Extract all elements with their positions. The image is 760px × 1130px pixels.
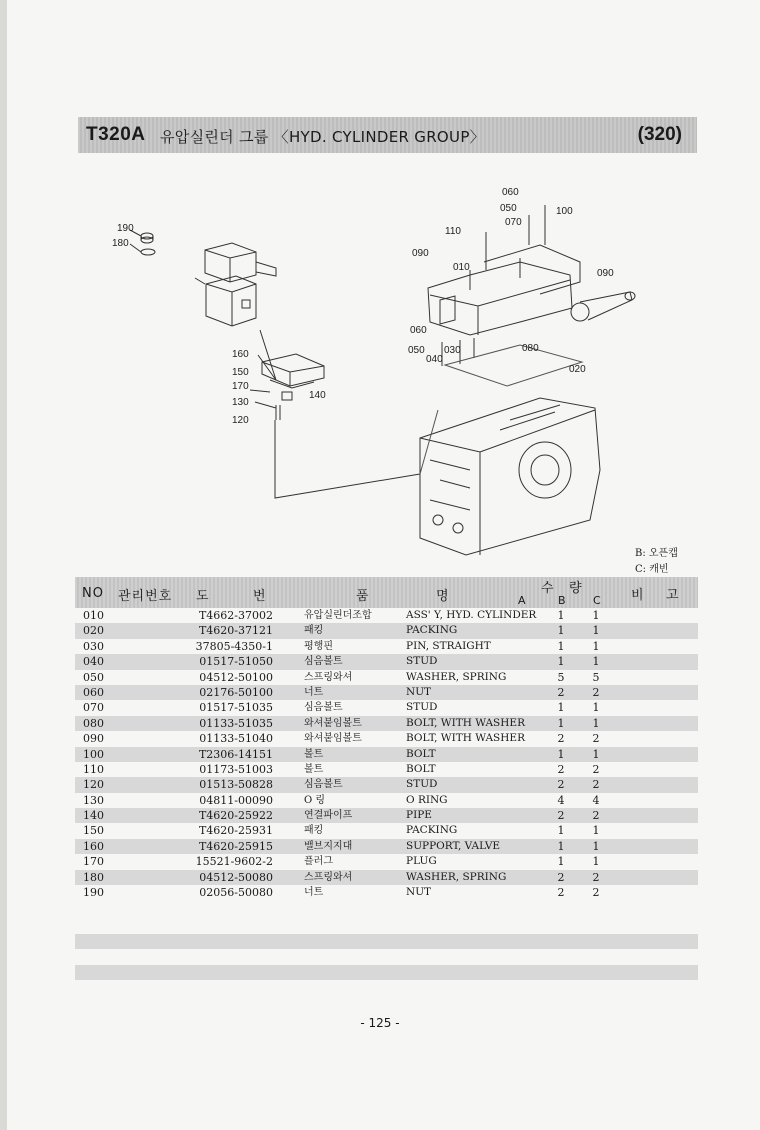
group-code: T320A: [86, 124, 146, 145]
callout-120: 120: [232, 415, 249, 426]
callout-070: 070: [505, 217, 522, 228]
table-row: 070 01517-51035 심음볼트 STUD 1 1: [83, 701, 600, 715]
transmission-case-part: [420, 398, 600, 555]
parts-table: [75, 608, 698, 900]
callout-050-top: 050: [500, 203, 517, 214]
table-row: 170 15521-9602-2 플러그 PLUG 1 1: [83, 855, 600, 869]
callout-040: 040: [426, 354, 443, 365]
callout-060-bottom: 060: [410, 325, 427, 336]
header-c: C: [593, 594, 601, 607]
table-row: 120 01513-50828 심음볼트 STUD 2 2: [75, 777, 698, 792]
group-title: 유압실린더 그룹 〈HYD. CYLINDER GROUP〉: [160, 128, 485, 146]
empty-row-band: [75, 934, 698, 949]
header-remark-2: 고: [666, 588, 680, 603]
header-no: NO: [82, 586, 104, 601]
callout-160: 160: [232, 349, 249, 360]
exploded-parts-diagram: [0, 0, 760, 560]
table-row: 030 37805-4350-1 평행핀 PIN, STRAIGHT 1 1: [83, 639, 600, 653]
callout-080: 080: [522, 343, 539, 354]
callout-060-top: 060: [502, 187, 519, 198]
table-row: 060 02176-50100 너트 NUT 2 2: [75, 685, 698, 700]
header-name-2: 명: [436, 589, 450, 604]
table-row: 110 01173-51003 볼트 BOLT 2 2: [83, 762, 600, 776]
callout-010: 010: [453, 262, 470, 273]
header-b: B: [558, 594, 566, 607]
table-row: 040 01517-51050 심음볼트 STUD 1 1: [75, 654, 698, 669]
page-number: - 125 -: [360, 1016, 400, 1030]
table-row: 010 T4662-37002 유압실린더조합 ASS' Y, HYD. CYLINDER 1 1: [83, 609, 600, 622]
header-mgmt-no: 관리번호: [118, 589, 173, 604]
callout-100: 100: [556, 206, 573, 217]
callout-130: 130: [232, 397, 249, 408]
table-row: 190 02056-50080 너트 NUT 2 2: [83, 886, 600, 900]
callout-030: 030: [444, 345, 461, 356]
support-plate-part: [250, 330, 420, 498]
header-drawing-2: 번: [253, 589, 267, 604]
callout-190: 190: [117, 223, 134, 234]
empty-row-band: [75, 965, 698, 980]
callout-140: 140: [309, 390, 326, 401]
table-row: 130 04811-00090 O 링 O RING 4 4: [83, 793, 600, 807]
table-row: 180 04512-50080 스프링와셔 WASHER, SPRING 2 2: [75, 870, 698, 885]
header-drawing-1: 도: [196, 589, 210, 604]
table-row: 090 01133-51040 와셔붙임볼트 BOLT, WITH WASHER 2 2: [83, 732, 600, 746]
valve-assembly-part: [195, 243, 276, 326]
table-row: 020 T4620-37121 패킹 PACKING 1 1: [75, 623, 698, 638]
table-row: 080 01133-51035 와셔붙임볼트 BOLT, WITH WASHER 1 1: [75, 716, 698, 731]
callout-090-right: 090: [597, 268, 614, 279]
table-row: 160 T4620-25915 밸브지지대 SUPPORT, VALVE 1 1: [75, 839, 698, 854]
callout-110: 110: [445, 226, 461, 237]
table-row: 150 T4620-25931 패킹 PACKING 1 1: [83, 824, 600, 838]
header-remark-1: 비: [631, 588, 645, 603]
table-row: 140 T4620-25922 연결파이프 PIPE 2 2: [75, 808, 698, 823]
table-row: 100 T2306-14151 볼트 BOLT 1 1: [75, 747, 698, 762]
header-qty-1: 수: [541, 581, 555, 596]
callout-090-left: 090: [412, 248, 429, 259]
group-number: (320): [637, 124, 682, 145]
callout-180: 180: [112, 238, 129, 249]
header-name-1: 품: [356, 589, 370, 604]
header-qty-2: 량: [569, 581, 583, 596]
legend-b: B: 오픈캡: [635, 548, 678, 559]
callout-150: 150: [232, 367, 249, 378]
legend-c: C: 캐빈: [635, 564, 669, 575]
table-row: 050 04512-50100 스프링와셔 WASHER, SPRING 5 5: [83, 670, 600, 684]
callout-050-bottom: 050: [408, 345, 425, 356]
callout-170: 170: [232, 381, 249, 392]
header-a: A: [518, 594, 526, 607]
callout-020: 020: [569, 364, 586, 375]
